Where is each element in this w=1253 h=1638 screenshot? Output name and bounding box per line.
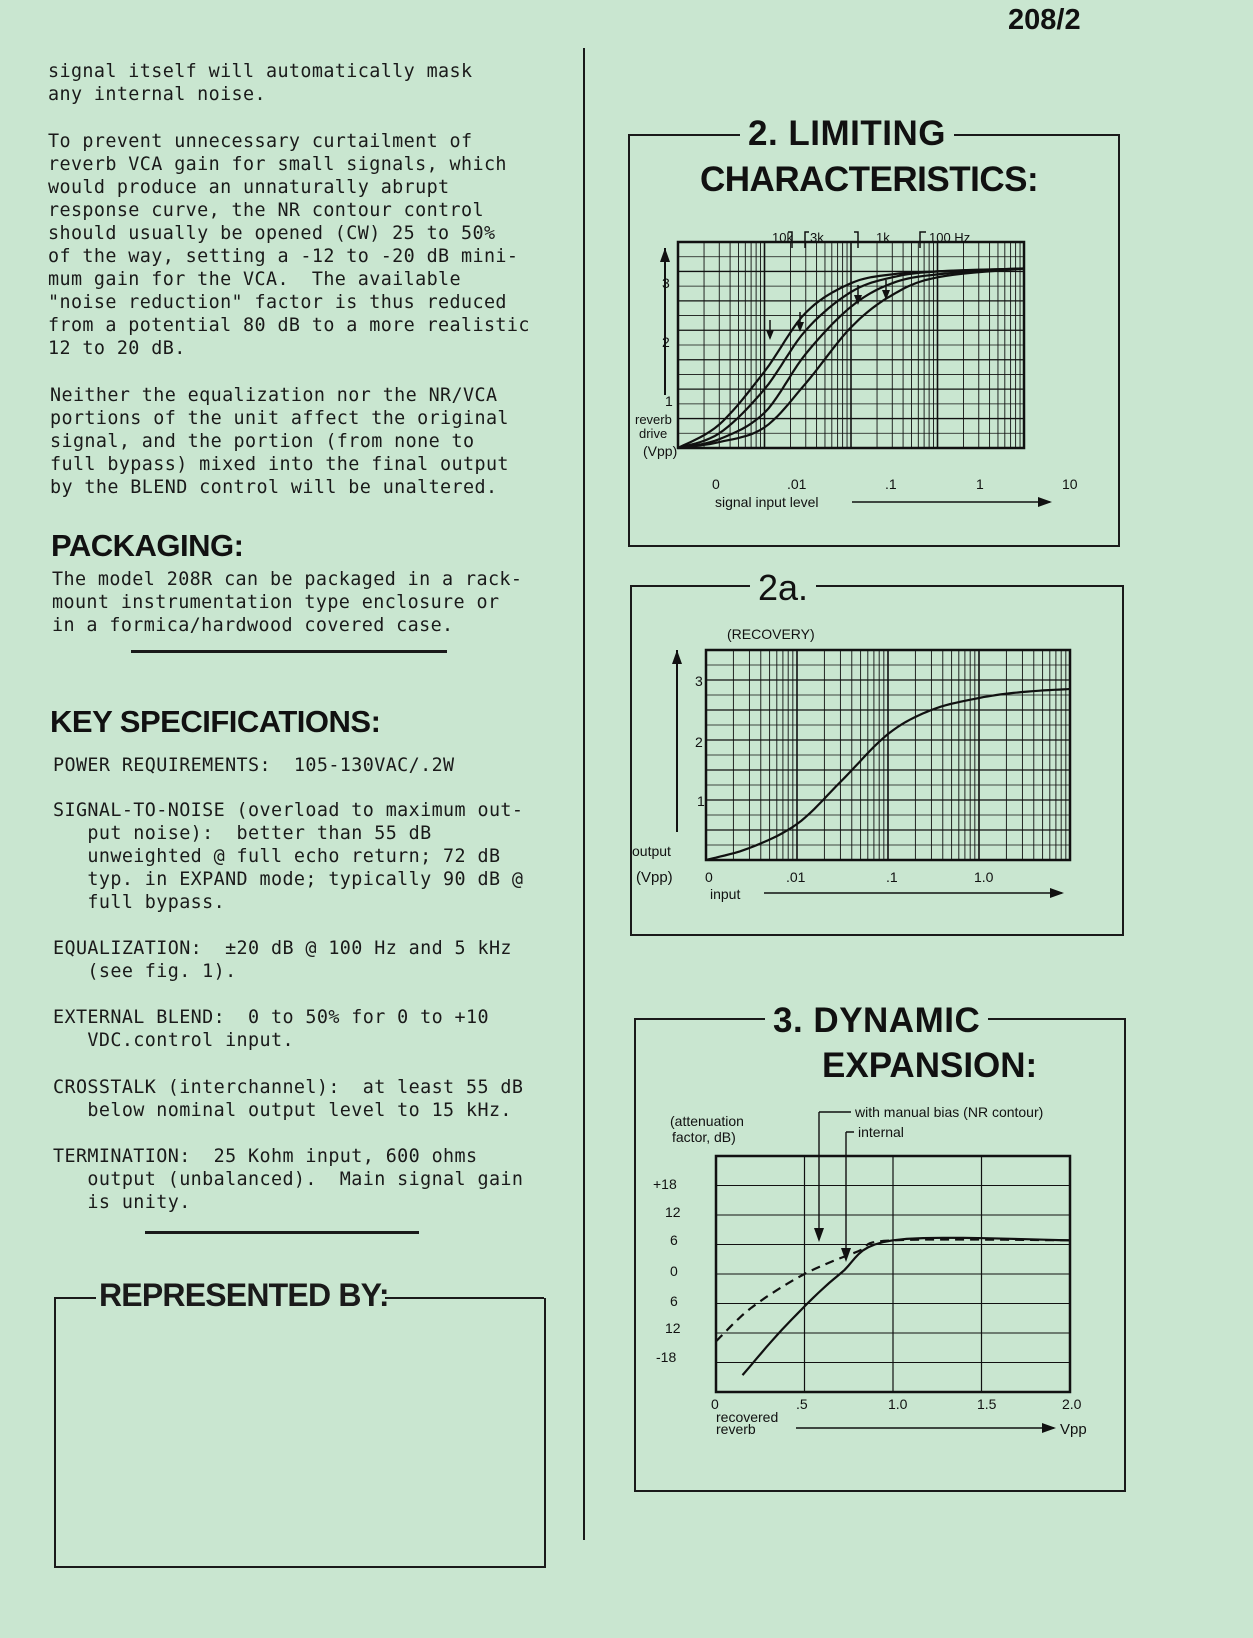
y-label-drive: drive xyxy=(639,426,668,441)
expansion-grid xyxy=(716,1156,1070,1392)
y-tick-1: 1 xyxy=(665,393,673,409)
x-tick-05: .5 xyxy=(796,1396,808,1412)
column-divider xyxy=(583,48,585,1540)
packaging-heading: PACKAGING: xyxy=(51,528,244,563)
figure-3-subtitle: EXPANSION: xyxy=(822,1046,1038,1085)
x-tick-1: .1 xyxy=(885,476,897,492)
figure-2a-title: 2a. xyxy=(750,567,816,609)
freq-label-leaders xyxy=(788,232,926,248)
x-tick-1-5: 1.5 xyxy=(977,1396,997,1412)
x-arrow-head xyxy=(1050,888,1064,898)
specs-heading: KEY SPECIFICATIONS: xyxy=(50,704,381,739)
freq-label-3k: 3k xyxy=(810,230,824,245)
x-tick-0: 0 xyxy=(712,476,720,492)
y-tick-p12: 12 xyxy=(665,1204,681,1220)
spec-power: POWER REQUIREMENTS: 105-130VAC/.2W xyxy=(53,755,455,776)
y-tick-3: 3 xyxy=(695,673,703,689)
limiting-chart xyxy=(630,210,1114,520)
figure-2-title: 2. LIMITING xyxy=(740,114,954,154)
y-tick-3: 3 xyxy=(662,275,670,291)
freq-label-10k: 10k xyxy=(772,230,793,245)
section-rule-2 xyxy=(145,1231,419,1234)
expansion-curve-internal xyxy=(743,1238,1071,1375)
y-tick-0: 0 xyxy=(670,1263,678,1279)
y-arrow-head xyxy=(660,248,670,262)
x-tick-01: .01 xyxy=(787,476,807,492)
x-tick-1-0: 1.0 xyxy=(974,869,994,885)
y-label-factor: factor, dB) xyxy=(672,1129,736,1145)
y-label-output: output xyxy=(632,843,671,859)
x-label-reverb: reverb xyxy=(716,1421,756,1437)
represented-by-heading: REPRESENTED BY: xyxy=(99,1277,389,1313)
y-tick-1: 1 xyxy=(697,793,705,809)
x-label-recovered: recovered xyxy=(716,1409,779,1425)
spec-equalization: EQUALIZATION: ±20 dB @ 100 Hz and 5 kHz (see fig. 1). xyxy=(53,938,512,982)
x-tick-1: .1 xyxy=(886,869,898,885)
paragraph-noise-mask: signal itself will automatically mask any internal noise. xyxy=(48,61,473,105)
section-rule xyxy=(131,650,447,653)
freq-label-100hz: 100 Hz xyxy=(929,230,971,245)
y-tick-2: 2 xyxy=(695,734,703,750)
y-label-vpp: (Vpp) xyxy=(636,869,673,886)
x-tick-0: 0 xyxy=(711,1396,719,1412)
paragraph-nr-contour: To prevent unnecessary curtailment of reverb VCA gain for small signals, which would produce an unnaturally abrupt response curve, the NR contour control should usually be opened (CW) 25 to 50% of the way, setting a -12 to -20 dB mini- mum gain for the VCA. The available "noise reduction" factor is thus reduced from a potential 80 dB to a more realistic 12 to 20 dB. xyxy=(48,131,530,359)
recovery-subtitle: (RECOVERY) xyxy=(727,626,815,642)
spec-crosstalk: CROSSTALK (interchannel): at least 55 dB below nominal output level to 15 kHz. xyxy=(53,1077,524,1121)
recovery-grid xyxy=(706,650,1070,860)
packaging-text: The model 208R can be packaged in a rack- mount instrumentation type enclosure or in a formica/hardwood covered case. xyxy=(52,569,523,636)
x-tick-1-0: 1.0 xyxy=(888,1396,908,1412)
represented-by-box xyxy=(54,1298,546,1568)
x-axis-label: signal input level xyxy=(715,494,819,510)
x-arrow-head xyxy=(1042,1423,1056,1433)
freq-label-1k: 1k xyxy=(876,230,890,245)
x-tick-0: 0 xyxy=(705,869,713,885)
y-tick-m18: -18 xyxy=(656,1349,677,1365)
y-label-reverb: reverb xyxy=(635,412,672,427)
y-tick-m12: 12 xyxy=(665,1320,681,1336)
y-label-vpp: (Vpp) xyxy=(643,443,678,459)
x-tick-1-0: 1 xyxy=(976,476,984,492)
x-tick-10: 10 xyxy=(1062,476,1078,492)
spec-signal-to-noise: SIGNAL-TO-NOISE (overload to maximum out- put noise): better than 55 dB unweighted @ full echo return; 72 dB typ. in EXPAND mode; typically 90 dB @ full bypass. xyxy=(53,800,524,913)
paragraph-blend: Neither the equalization nor the NR/VCA portions of the unit affect the original signal, and the portion (from none to full bypass) mixed into the final output by the BLEND control will be unaltered. xyxy=(50,385,509,498)
legend-manual-bias: with manual bias (NR contour) xyxy=(855,1104,1044,1120)
recovery-chart xyxy=(632,620,1118,910)
spec-termination: TERMINATION: 25 Kohm input, 600 ohms output (unbalanced). Main signal gain is unity. xyxy=(53,1146,524,1213)
y-tick-2: 2 xyxy=(662,334,670,350)
figure-2-subtitle: CHARACTERISTICS: xyxy=(700,160,1039,199)
curve-arrow-head xyxy=(766,330,774,340)
y-tick-p6: 6 xyxy=(670,1232,678,1248)
spec-external-blend: EXTERNAL BLEND: 0 to 50% for 0 to +10 VDC.control input. xyxy=(53,1007,489,1051)
y-label-attenuation: (attenuation xyxy=(670,1113,744,1129)
x-unit: Vpp xyxy=(1060,1421,1087,1438)
curve-arrow-head xyxy=(882,290,890,300)
x-tick-01: .01 xyxy=(786,869,806,885)
expansion-chart xyxy=(636,1100,1120,1440)
x-axis-label: input xyxy=(710,886,741,902)
legend-internal: internal xyxy=(858,1124,904,1140)
page-number: 208/2 xyxy=(1008,4,1081,36)
y-arrow-head xyxy=(672,650,682,664)
x-tick-2-0: 2.0 xyxy=(1062,1396,1082,1412)
y-tick-m6: 6 xyxy=(670,1293,678,1309)
leader-arrow xyxy=(814,1228,824,1242)
y-tick-p18: +18 xyxy=(653,1176,677,1192)
figure-3-title: 3. DYNAMIC xyxy=(765,1001,988,1041)
x-arrow-head xyxy=(1038,497,1052,507)
